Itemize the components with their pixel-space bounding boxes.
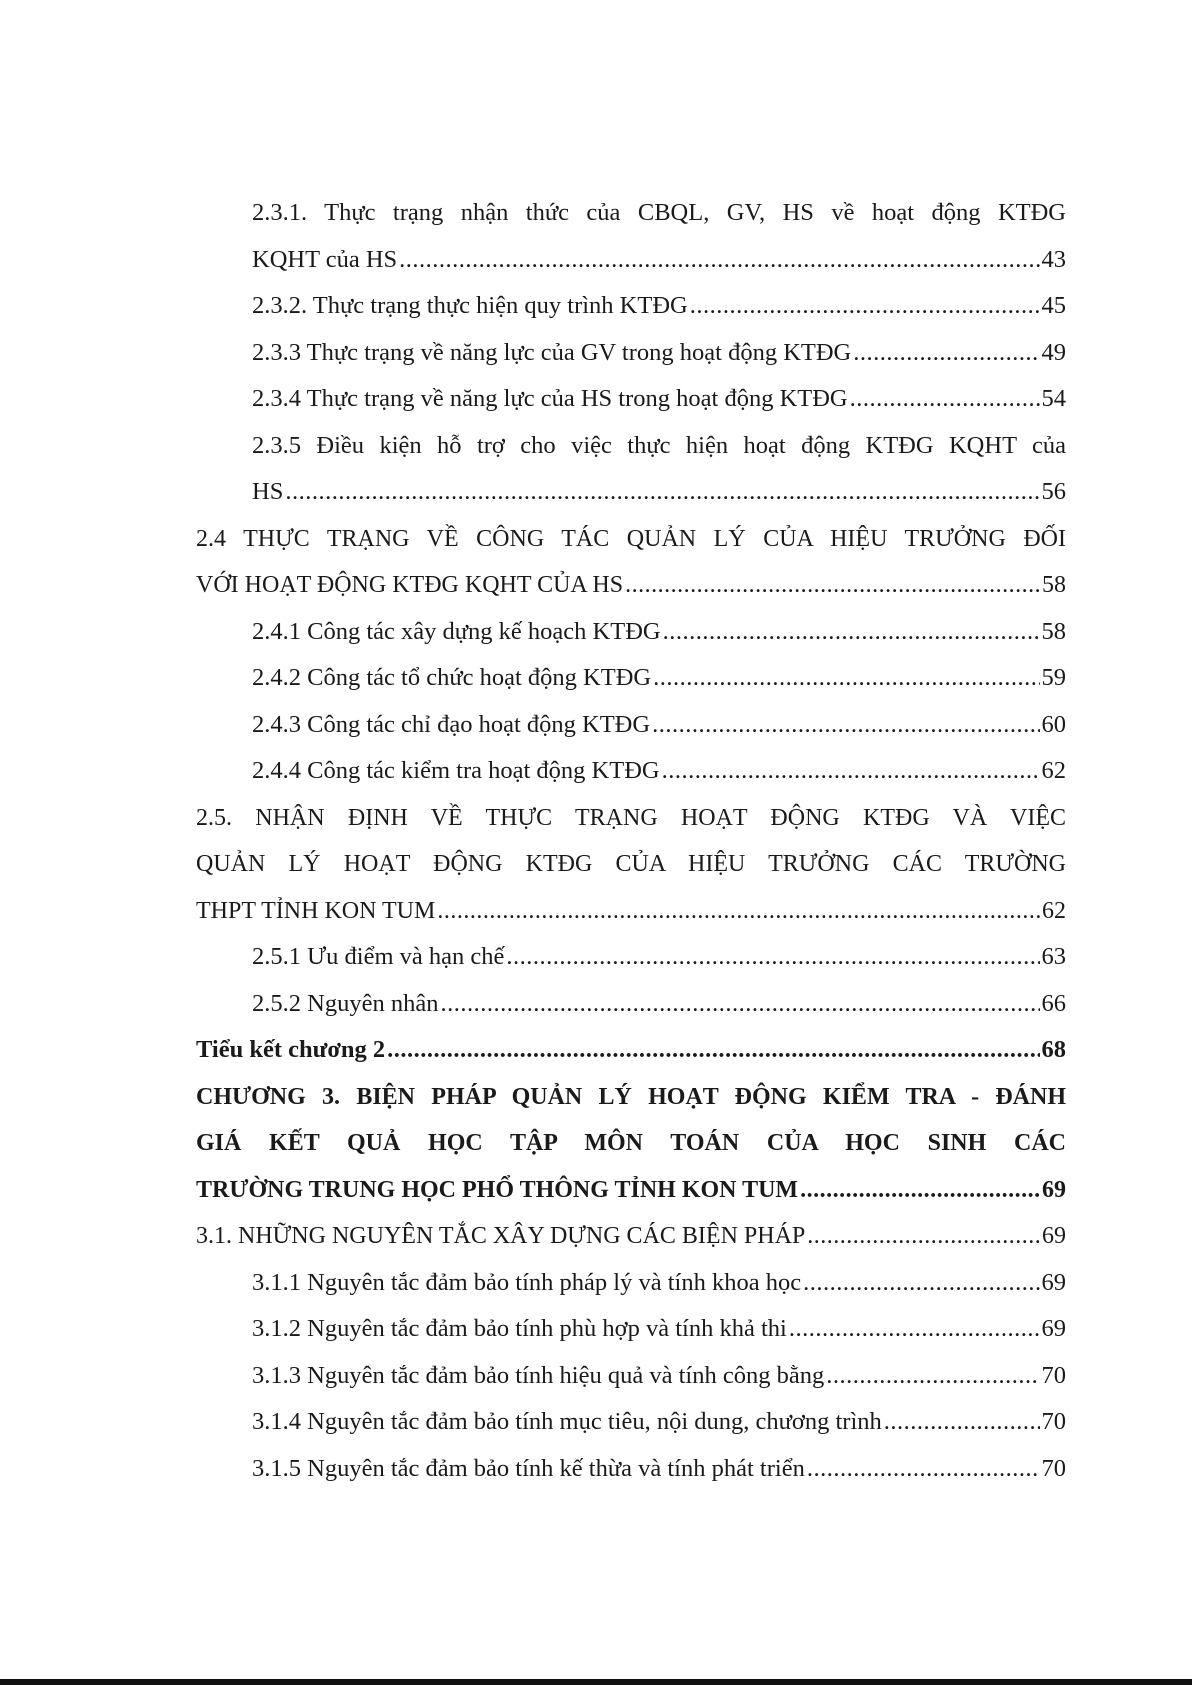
toc-entry-2-5-2[interactable] bbox=[196, 981, 1066, 1028]
toc-page-number: 69 bbox=[1042, 1176, 1066, 1203]
leader-dots bbox=[625, 562, 1040, 609]
leader-dots bbox=[440, 981, 1039, 1028]
leader-dots bbox=[690, 283, 1040, 330]
toc-page-number: 43 bbox=[1041, 245, 1066, 273]
toc-entry-2-4-3[interactable] bbox=[196, 702, 1066, 749]
toc-entry-title-line2: GIÁ KẾT QUẢ HỌC TẬP MÔN TOÁN CỦA HỌC SINH CÁC bbox=[196, 1130, 1066, 1156]
toc-page-number: 58 bbox=[1042, 572, 1066, 598]
toc-entry-2-4[interactable] bbox=[196, 562, 1066, 609]
toc-entry-title: 3.1. NHỮNG NGUYÊN TẮC XÂY DỰNG CÁC BIỆN PHÁP bbox=[196, 1223, 806, 1249]
toc-entry-3-1-1[interactable] bbox=[196, 1260, 1066, 1307]
toc-entry-title: 3.1.3 Nguyên tắc đảm bảo tính hiệu quả và tính công bằng bbox=[252, 1361, 825, 1389]
toc-page-number: 58 bbox=[1041, 617, 1066, 645]
toc-entry-title: 2.4.3 Công tác chỉ đạo hoạt động KTĐG bbox=[252, 710, 651, 738]
leader-dots bbox=[662, 748, 1040, 795]
toc-entry-2-3-5-line1 bbox=[196, 423, 1066, 470]
leader-dots bbox=[803, 1260, 1039, 1307]
toc-page-number: 49 bbox=[1041, 338, 1066, 366]
toc-entry-title-cont: HS bbox=[252, 478, 284, 505]
leader-dots bbox=[506, 934, 1039, 981]
toc-entry-3-1[interactable] bbox=[196, 1213, 1066, 1260]
leader-dots bbox=[884, 1399, 1040, 1446]
toc-page-number: 68 bbox=[1041, 1036, 1066, 1063]
toc-entry-chapter-3-line2 bbox=[196, 1120, 1066, 1167]
toc-entry-2-5-line1 bbox=[196, 795, 1066, 842]
page-bottom-edge bbox=[0, 1679, 1192, 1685]
toc-entry-title-cont: KQHT của HS bbox=[252, 245, 398, 273]
toc-entry-2-3-2[interactable] bbox=[196, 283, 1066, 330]
toc-entry-chapter-3[interactable] bbox=[196, 1167, 1066, 1214]
toc-entry-2-3-4[interactable] bbox=[196, 376, 1066, 423]
toc-page-number: 66 bbox=[1041, 989, 1066, 1017]
toc-entry-3-1-4[interactable] bbox=[196, 1399, 1066, 1446]
toc-entry-title: CHƯƠNG 3. BIỆN PHÁP QUẢN LÝ HOẠT ĐỘNG KIỂM TRA - ĐÁNH bbox=[196, 1083, 1066, 1110]
toc-entry-title: 3.1.1 Nguyên tắc đảm bảo tính pháp lý và tính khoa học bbox=[252, 1268, 802, 1296]
leader-dots bbox=[800, 1167, 1040, 1214]
leader-dots bbox=[285, 469, 1039, 516]
toc-entry-title: 3.1.5 Nguyên tắc đảm bảo tính kế thừa và tính phát triển bbox=[252, 1454, 805, 1482]
toc-page-number: 63 bbox=[1041, 943, 1066, 970]
toc-entry-title: 2.4.4 Công tác kiểm tra hoạt động KTĐG bbox=[252, 757, 660, 784]
toc-entry-3-1-2[interactable] bbox=[196, 1306, 1066, 1353]
toc-entry-2-3-1[interactable] bbox=[196, 237, 1066, 284]
leader-dots bbox=[789, 1306, 1040, 1353]
leader-dots bbox=[663, 609, 1040, 656]
toc-entry-chapter-2-summary[interactable] bbox=[196, 1027, 1066, 1074]
toc-page-number: 62 bbox=[1042, 897, 1066, 924]
toc-entry-title: 2.4 THỰC TRẠNG VỀ CÔNG TÁC QUẢN LÝ CỦA HIỆU TRƯỞNG ĐỐI bbox=[196, 525, 1066, 552]
toc-entry-title: 2.3.3 Thực trạng về năng lực của GV trong hoạt động KTĐG bbox=[252, 338, 852, 366]
leader-dots bbox=[653, 655, 1039, 702]
toc-entry-2-5[interactable] bbox=[196, 888, 1066, 935]
toc-entry-2-4-1[interactable] bbox=[196, 609, 1066, 656]
toc-entry-title-cont: THPT TỈNH KON TUM bbox=[196, 897, 436, 924]
toc-page-number: 70 bbox=[1041, 1454, 1066, 1482]
toc-entry-3-1-5[interactable] bbox=[196, 1446, 1066, 1493]
toc-entry-2-5-line2 bbox=[196, 841, 1066, 888]
toc-entry-2-4-line1 bbox=[196, 516, 1066, 563]
toc-entry-3-1-3[interactable] bbox=[196, 1353, 1066, 1400]
leader-dots bbox=[826, 1353, 1039, 1400]
toc-entry-title: 2.3.1. Thực trạng nhận thức của CBQL, GV, HS về hoạt động KTĐG bbox=[252, 199, 1066, 226]
toc-page-number: 69 bbox=[1041, 1268, 1066, 1296]
toc-entry-2-4-4[interactable] bbox=[196, 748, 1066, 795]
toc-entry-title-cont: VỚI HOẠT ĐỘNG KTĐG KQHT CỦA HS bbox=[196, 572, 624, 598]
leader-dots bbox=[807, 1213, 1040, 1260]
toc-entry-title: 2.3.2. Thực trạng thực hiện quy trình KTĐG bbox=[252, 292, 688, 319]
toc-entry-title: 2.4.2 Công tác tổ chức hoạt động KTĐG bbox=[252, 664, 652, 691]
leader-dots bbox=[850, 376, 1040, 423]
toc-entry-title: 2.5. NHẬN ĐỊNH VỀ THỰC TRẠNG HOẠT ĐỘNG KTĐG VÀ VIỆC bbox=[196, 804, 1066, 831]
toc-entry-title: 2.4.1 Công tác xây dựng kế hoạch KTĐG bbox=[252, 617, 661, 645]
toc-page-number: 60 bbox=[1041, 710, 1066, 738]
leader-dots bbox=[853, 330, 1039, 377]
toc-page-number: 69 bbox=[1041, 1315, 1066, 1342]
leader-dots bbox=[399, 237, 1039, 284]
toc-entry-title: 2.3.5 Điều kiện hỗ trợ cho việc thực hiện hoạt động KTĐG KQHT của bbox=[252, 431, 1066, 459]
table-of-contents bbox=[196, 190, 1066, 1492]
toc-page-number: 59 bbox=[1041, 664, 1066, 691]
leader-dots bbox=[387, 1027, 1039, 1074]
toc-entry-title: 3.1.2 Nguyên tắc đảm bảo tính phù hợp và tính khả thi bbox=[252, 1315, 787, 1342]
toc-page-number: 62 bbox=[1041, 757, 1066, 784]
toc-entry-2-3-3[interactable] bbox=[196, 330, 1066, 377]
toc-entry-title: Tiểu kết chương 2 bbox=[196, 1036, 386, 1063]
toc-page-number: 70 bbox=[1041, 1361, 1066, 1389]
toc-entry-title: 2.5.1 Ưu điểm và hạn chế bbox=[252, 943, 505, 970]
toc-entry-title: 2.5.2 Nguyên nhân bbox=[252, 989, 439, 1017]
toc-page-number: 69 bbox=[1042, 1223, 1066, 1249]
toc-entry-title: 2.3.4 Thực trạng về năng lực của HS trong hoạt động KTĐG bbox=[252, 385, 848, 412]
toc-entry-title-line2: QUẢN LÝ HOẠT ĐỘNG KTĐG CỦA HIỆU TRƯỞNG CÁC TRƯỜNG bbox=[196, 851, 1066, 877]
toc-entry-2-4-2[interactable] bbox=[196, 655, 1066, 702]
leader-dots bbox=[652, 702, 1039, 749]
toc-page-number: 70 bbox=[1041, 1408, 1066, 1435]
toc-page-number: 56 bbox=[1041, 478, 1066, 505]
toc-entry-title: 3.1.4 Nguyên tắc đảm bảo tính mục tiêu, nội dung, chương trình bbox=[252, 1408, 882, 1435]
toc-entry-2-5-1[interactable] bbox=[196, 934, 1066, 981]
toc-entry-2-3-1-line1 bbox=[196, 190, 1066, 237]
leader-dots bbox=[807, 1446, 1040, 1493]
toc-page-number: 45 bbox=[1041, 292, 1066, 319]
toc-entry-2-3-5[interactable] bbox=[196, 469, 1066, 516]
toc-entry-title-cont: TRƯỜNG TRUNG HỌC PHỔ THÔNG TỈNH KON TUM bbox=[196, 1176, 799, 1203]
leader-dots bbox=[437, 888, 1040, 935]
toc-entry-chapter-3-line1 bbox=[196, 1074, 1066, 1121]
toc-page-number: 54 bbox=[1041, 385, 1066, 412]
